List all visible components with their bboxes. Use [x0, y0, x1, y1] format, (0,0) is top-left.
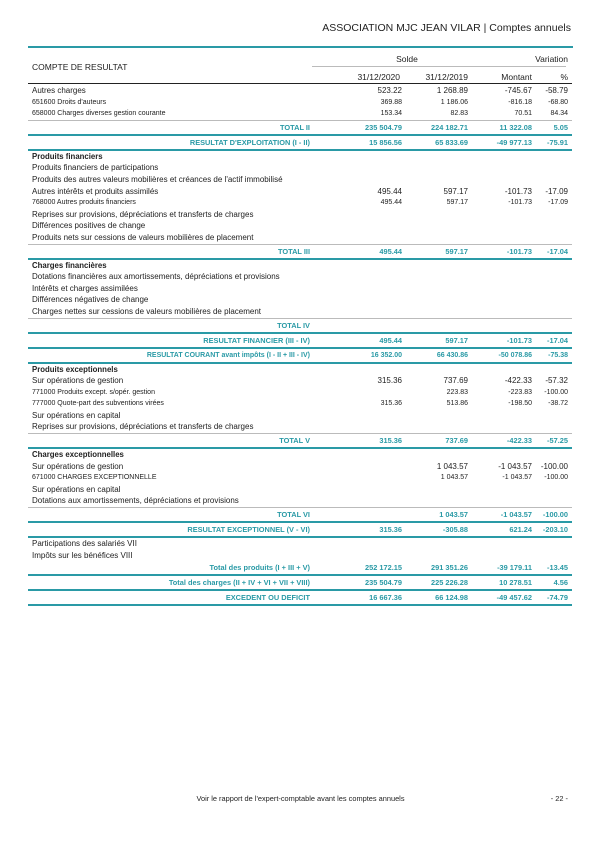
- table-row: [28, 523, 572, 538]
- table-row: [28, 209, 572, 221]
- variation-header: Variation: [535, 54, 568, 64]
- row-value: -101.73: [504, 186, 532, 196]
- table-row: [28, 151, 572, 163]
- row-label: 771000 Produits except. s/opér. gestion: [32, 388, 155, 396]
- row-value: 1 043.57: [436, 461, 468, 471]
- table-row: [28, 294, 572, 306]
- col-2020-header: 31/12/2020: [357, 72, 400, 82]
- row-label: TOTAL II: [280, 122, 310, 132]
- row-value: 369.88: [380, 98, 402, 106]
- row-value: 1 043.57: [440, 474, 468, 482]
- row-value: -198.50: [508, 400, 532, 408]
- row-value: -100.00: [540, 461, 568, 471]
- row-label: Reprises sur provisions, dépréciations et transferts de charges: [32, 422, 254, 432]
- row-label: Autres intérêts et produits assimilés: [32, 186, 159, 196]
- row-value: -13.45: [547, 563, 568, 573]
- row-value: -101.73: [506, 246, 532, 256]
- row-value: 621.24: [509, 525, 532, 535]
- row-value: 1 043.57: [439, 510, 468, 520]
- page-number: - 22 -: [550, 794, 568, 803]
- row-label: 651600 Droits d'auteurs: [32, 98, 107, 106]
- header-bottom-rule: [28, 83, 572, 84]
- row-label: 768000 Autres produits financiers: [32, 199, 136, 207]
- row-value: 10 278.51: [499, 578, 532, 588]
- table-row: [28, 433, 572, 449]
- table-row: [28, 174, 572, 186]
- row-value: 597.17: [443, 186, 468, 196]
- row-value: -75.91: [547, 137, 568, 147]
- row-label: Sur opérations de gestion: [32, 461, 124, 471]
- row-value: -68.80: [548, 98, 568, 106]
- table-row: [28, 495, 572, 507]
- row-value: -1 043.57: [500, 510, 532, 520]
- row-value: -49 457.62: [496, 593, 532, 603]
- row-label: RESULTAT EXCEPTIONNEL (V - VI): [187, 525, 310, 535]
- row-value: 70.51: [514, 110, 532, 118]
- row-label: Sur opérations de gestion: [32, 376, 124, 386]
- row-value: -745.67: [504, 86, 532, 95]
- row-value: -57.32: [545, 376, 568, 386]
- row-value: 315.36: [380, 400, 402, 408]
- row-label: Intérêts et charges assimilées: [32, 283, 138, 293]
- row-value: -100.00: [544, 388, 568, 396]
- column-header: [28, 49, 572, 85]
- row-value: 1 268.89: [436, 86, 468, 95]
- table-row: [28, 449, 572, 461]
- table-row: [28, 421, 572, 433]
- row-value: -17.09: [548, 199, 568, 207]
- row-label: RESULTAT FINANCIER (III - IV): [203, 335, 310, 345]
- table-row: [28, 318, 572, 334]
- row-value: -17.04: [547, 246, 568, 256]
- table-row: [28, 260, 572, 272]
- row-value: -57.25: [547, 436, 568, 446]
- row-value: 235 504.79: [365, 578, 402, 588]
- table-row: [28, 550, 572, 562]
- row-label: Dotations financières aux amortissements, dépréciations et provisions: [32, 272, 280, 282]
- row-label: Différences négatives de change: [32, 295, 149, 305]
- row-label: 658000 Charges diverses gestion courante: [32, 110, 166, 118]
- row-value: 495.44: [377, 186, 402, 196]
- table-row: [28, 591, 572, 606]
- table-row: [28, 472, 572, 484]
- row-value: 495.44: [379, 335, 402, 345]
- table-row: [28, 97, 572, 109]
- row-label: Total des charges (II + IV + VI + VII + VIII): [168, 578, 310, 588]
- row-label: Impôts sur les bénéfices VIII: [32, 550, 133, 560]
- row-label: Charges exceptionnelles: [32, 450, 124, 460]
- table-row: [28, 484, 572, 496]
- row-value: 65 833.69: [435, 137, 468, 147]
- row-value: 84.34: [550, 110, 568, 118]
- table-row: [28, 507, 572, 523]
- row-value: 597.17: [445, 335, 468, 345]
- row-value: 15 856.56: [369, 137, 402, 147]
- footer-note: Voir le rapport de l'expert-comptable avant les comptes annuels: [196, 794, 405, 803]
- table-row: [28, 186, 572, 198]
- row-value: 291 351.26: [431, 563, 468, 573]
- table-row: [28, 162, 572, 174]
- row-label: RESULTAT D'EXPLOITATION (I - II): [189, 137, 310, 147]
- row-label: Sur opérations en capital: [32, 410, 121, 420]
- table-row: [28, 271, 572, 283]
- row-value: 315.36: [379, 525, 402, 535]
- row-value: 523.22: [377, 86, 402, 95]
- row-value: -305.88: [442, 525, 468, 535]
- row-value: 235 504.79: [365, 122, 402, 132]
- row-value: 597.17: [446, 199, 468, 207]
- row-value: -100.00: [542, 510, 568, 520]
- row-value: -74.79: [547, 593, 568, 603]
- table-row: [28, 410, 572, 422]
- row-value: 495.44: [379, 246, 402, 256]
- row-label: Produits des autres valeurs mobilières et créances de l'actif immobilisé: [32, 174, 283, 184]
- table-row: [28, 244, 572, 260]
- row-label: Charges financières: [32, 260, 107, 270]
- row-value: 225 226.28: [431, 578, 468, 588]
- row-value: -39 179.11: [497, 563, 532, 573]
- row-label: TOTAL III: [277, 246, 310, 256]
- row-label: Produits financiers: [32, 151, 103, 161]
- table-row: [28, 375, 572, 387]
- table-row: [28, 387, 572, 399]
- table-row: [28, 120, 572, 136]
- col-percent-header: %: [560, 72, 568, 82]
- row-label: Sur opérations en capital: [32, 484, 121, 494]
- row-value: -101.73: [506, 335, 532, 345]
- table-row: [28, 561, 572, 576]
- row-value: -50 078.86: [498, 351, 532, 359]
- row-value: -38.72: [548, 400, 568, 408]
- table-row: [28, 349, 572, 364]
- document-header-title: ASSOCIATION MJC JEAN VILAR | Comptes annuels: [322, 22, 571, 34]
- row-label: 777000 Quote-part des subventions virées: [32, 400, 164, 408]
- row-label: 671000 CHARGES EXCEPTIONNELLE: [32, 474, 157, 482]
- row-label: Total des produits (I + III + V): [209, 563, 310, 573]
- table-row: [28, 85, 572, 97]
- row-value: 597.17: [445, 246, 468, 256]
- statement-title: COMPTE DE RESULTAT: [32, 62, 128, 72]
- row-value: 495.44: [380, 199, 402, 207]
- col-2019-header: 31/12/2019: [425, 72, 468, 82]
- row-value: 82.83: [450, 110, 468, 118]
- table-row: [28, 136, 572, 151]
- table-row: [28, 538, 572, 550]
- row-value: -422.33: [506, 436, 532, 446]
- row-label: Produits nets sur cessions de valeurs mobilières de placement: [32, 232, 254, 242]
- table-row: [28, 220, 572, 232]
- row-value: 513.86: [446, 400, 468, 408]
- row-label: TOTAL VI: [277, 510, 310, 520]
- row-value: 66 124.98: [435, 593, 468, 603]
- row-value: 737.69: [443, 376, 468, 386]
- row-label: Produits exceptionnels: [32, 364, 118, 374]
- row-value: 315.36: [377, 376, 402, 386]
- row-label: Différences positives de change: [32, 221, 146, 231]
- row-value: 223.83: [446, 388, 468, 396]
- header-divider: [312, 66, 566, 67]
- table-row: [28, 398, 572, 410]
- col-montant-header: Montant: [501, 72, 532, 82]
- table-row: [28, 576, 572, 591]
- row-value: -75.38: [548, 351, 568, 359]
- row-label: Dotations aux amortissements, dépréciations et provisions: [32, 496, 239, 506]
- row-value: -816.18: [508, 98, 532, 106]
- row-label: Produits financiers de participations: [32, 163, 159, 173]
- row-value: -100.00: [544, 474, 568, 482]
- table-row: [28, 306, 572, 318]
- row-label: RESULTAT COURANT avant impôts (I - II + III - IV): [146, 351, 310, 359]
- row-value: -1 043.57: [498, 461, 532, 471]
- row-label: TOTAL IV: [277, 320, 310, 330]
- row-label: EXCEDENT OU DEFICIT: [225, 593, 310, 603]
- solde-header: Solde: [396, 54, 418, 64]
- row-value: -49 977.13: [496, 137, 532, 147]
- row-value: 737.69: [445, 436, 468, 446]
- row-label: Charges nettes sur cessions de valeurs mobilières de placement: [32, 306, 262, 316]
- row-label: TOTAL V: [279, 436, 310, 446]
- row-value: 16 667.36: [369, 593, 402, 603]
- row-value: -1 043.57: [502, 474, 532, 482]
- header-rule: [28, 46, 573, 48]
- row-value: 1 186.06: [440, 98, 468, 106]
- row-value: -17.04: [547, 335, 568, 345]
- row-value: -422.33: [504, 376, 532, 386]
- income-statement-table: [28, 85, 572, 606]
- row-value: -58.79: [545, 86, 568, 95]
- row-value: 315.36: [379, 436, 402, 446]
- row-value: 5.05: [553, 122, 568, 132]
- table-row: [28, 108, 572, 120]
- row-value: 252 172.15: [365, 563, 402, 573]
- row-value: -223.83: [508, 388, 532, 396]
- row-label: Participations des salariés VII: [32, 539, 137, 549]
- table-row: [28, 283, 572, 295]
- row-value: 66 430.86: [436, 351, 468, 359]
- table-row: [28, 364, 572, 376]
- row-label: Reprises sur provisions, dépréciations et transferts de charges: [32, 209, 254, 219]
- table-row: [28, 334, 572, 349]
- row-value: 4.56: [553, 578, 568, 588]
- table-row: [28, 197, 572, 209]
- row-value: 153.34: [380, 110, 402, 118]
- row-value: -17.09: [545, 186, 568, 196]
- row-value: -203.10: [542, 525, 568, 535]
- row-value: 224 182.71: [431, 122, 468, 132]
- row-value: 16 352.00: [370, 351, 402, 359]
- row-value: 11 322.08: [499, 122, 532, 132]
- row-label: Autres charges: [32, 86, 86, 95]
- table-row: [28, 232, 572, 244]
- table-row: [28, 461, 572, 473]
- row-value: -101.73: [508, 199, 532, 207]
